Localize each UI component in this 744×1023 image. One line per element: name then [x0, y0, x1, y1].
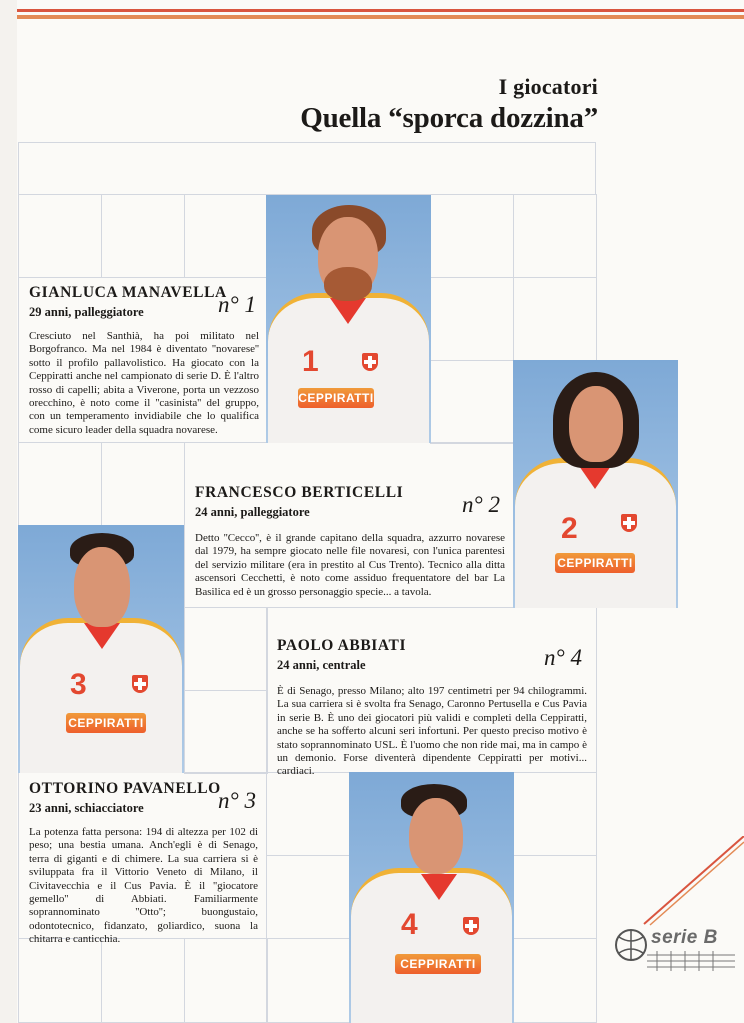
grid-cell: [266, 772, 350, 856]
top-stripe-orange: [17, 15, 744, 19]
player-age-role: 24 anni, palleggiatore: [195, 505, 310, 519]
sponsor-patch: CEPPIRATTI: [395, 954, 481, 974]
player-age-role: 24 anni, centrale: [277, 658, 366, 672]
jersey-number: 2: [561, 512, 578, 545]
grid-cell: [266, 938, 350, 1023]
novara-cross-badge: [621, 514, 637, 532]
player-age-role: 29 anni, palleggiatore: [29, 305, 144, 319]
player-bio: Cresciuto nel Santhià, ha poi militato nel Borgofranco. Ma nel 1984 è diventato ''novarese'' sotto il profilo pallavolistico. Ha giocato con la Ceppiratti anche nel campionato di serie D. È l'altro rosso di capelli; abita a Viverone, porta un vezzoso orecchino, è noto come il ''casinista'' del gruppo, con un temperamento invidiabile che lo qualifica come sicuro leader della squadra novarese.: [29, 330, 259, 436]
player-name: GIANLUCA MANAVELLA: [29, 284, 227, 301]
player-number-label: n° 2: [462, 492, 500, 517]
player-photo-pavanello: [18, 525, 184, 773]
player-name: FRANCESCO BERTICELLI: [195, 484, 404, 501]
logo-text: serie B: [651, 927, 718, 948]
diagonal-accent-lines: [640, 836, 744, 926]
player-name: PAOLO ABBIATI: [277, 637, 407, 654]
player-age-role: 23 anni, schiacciatore: [29, 801, 144, 815]
player-photo-manavella: [266, 195, 431, 443]
player-bio: È di Senago, presso Milano; alto 197 centimetri per 94 chilogrammi. La sua carriera si è svolta fra Senago, Caronno Pertusella e Cus Pavia in serie B. È uno dei giocatori più validi e completi della Ceppiratti, anche se ha sofferto alcuni seri infortuni. Per questo preciso motivo è stato soprannominato USL. È l'uomo che non ride mai, ma in campo è un demonio. Forse diventerà dipendente Ceppiratti per motivi... cardiaci.: [277, 685, 587, 778]
grid-cell: [513, 194, 597, 278]
grid-cell: [266, 855, 350, 939]
serie-b-logo: [611, 915, 737, 975]
jersey-number: 4: [401, 908, 418, 941]
grid-cell: [101, 442, 185, 526]
novara-cross-badge: [132, 675, 148, 693]
grid-cell: [18, 194, 102, 278]
section-kicker: I giocatori: [498, 74, 598, 99]
novara-cross-badge: [463, 917, 479, 935]
jersey-number: 1: [302, 345, 319, 378]
sponsor-patch: CEPPIRATTI: [298, 388, 374, 408]
article-headline: Quella “sporca dozzina”: [300, 102, 598, 134]
player-number-label: n° 1: [218, 292, 256, 317]
player-bio: Detto ''Cecco'', è il grande capitano della squadra, azzurro novarese dal 1979, ha sempre giocato nelle file novaresi, con l'unica parentesi del servizio militare (era in prestito al Cus Trento). Tecnico alla ditta ascensori Cecchetti, è noto come assiduo frequentatore del bar La Basilica ed è un grosso personaggio specie... a tavola.: [195, 532, 505, 598]
grid-cell: [101, 938, 185, 1023]
player-bio-block-3: [277, 637, 587, 779]
grid-cell: [430, 360, 514, 444]
grid-cell: [18, 442, 102, 526]
article-header: [300, 74, 598, 135]
grid-cell: [184, 194, 267, 278]
sponsor-patch: CEPPIRATTI: [66, 713, 146, 733]
sponsor-patch: CEPPIRATTI: [555, 553, 635, 573]
player-number-label: n° 4: [544, 645, 582, 670]
player-face: [409, 798, 463, 874]
player-beard: [324, 267, 372, 301]
grid-cell: [101, 194, 185, 278]
player-jersey: [351, 868, 512, 1023]
jersey-number: 3: [70, 668, 87, 701]
novara-cross-badge: [362, 353, 378, 371]
grid-cell: [18, 938, 102, 1023]
player-bio-block-2: [195, 484, 505, 599]
player-face: [569, 386, 623, 462]
player-name: OTTORINO PAVANELLO: [29, 780, 221, 797]
grid-cell: [430, 277, 514, 361]
grid-cell: [513, 277, 597, 361]
grid-cell: [184, 607, 268, 691]
player-photo-abbiati: [349, 772, 514, 1023]
player-photo-berticelli: [513, 360, 678, 608]
player-bio: La potenza fatta persona: 194 di altezza per 102 di peso; una bestia umana. Anch'egli è di Senago, terra di giganti e di chimere. La sua carriera si è sviluppata fra il Vittorio Veneto di Milano, il Civitavecchia e il Cus Pavia. È il ''giocatore gemello'' di Abbiati. Familiarmente soprannominato ''Otto''; buongustaio, odontotecnico, fidanzato, goliardico, suona la chitarra e canticchia.: [29, 826, 258, 946]
grid-cell: [184, 690, 268, 774]
grid-cell: [513, 938, 597, 1023]
top-stripe-red: [17, 9, 744, 12]
player-face: [74, 547, 130, 627]
grid-cell: [513, 855, 597, 939]
grid-cell: [184, 938, 268, 1023]
grid-cell: [513, 772, 597, 856]
grid-cell: [18, 142, 596, 195]
player-number-label: n° 3: [218, 788, 256, 813]
grid-cell: [430, 194, 514, 278]
